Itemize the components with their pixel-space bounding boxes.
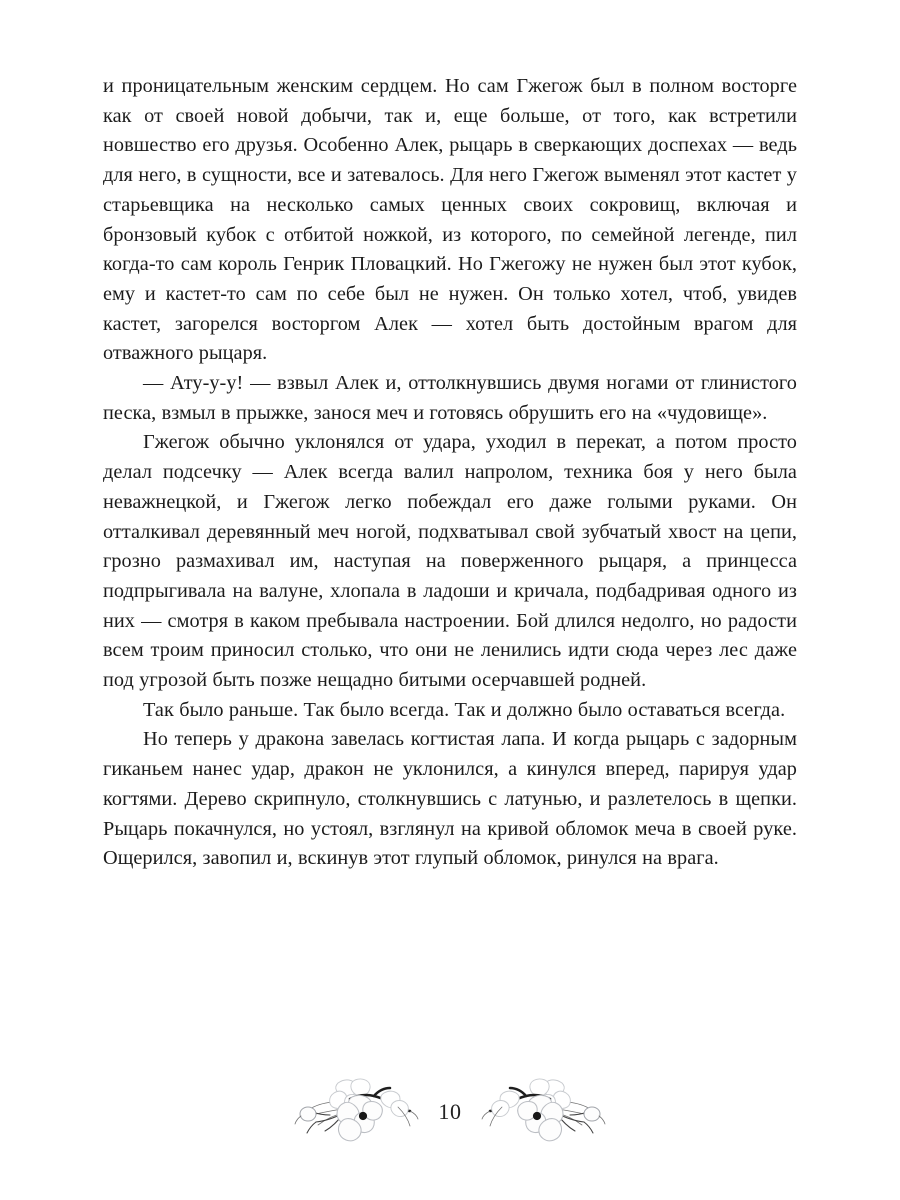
paragraph: Так было раньше. Так было всегда. Так и должно было оставаться всегда. [143, 698, 786, 721]
page-number: 10 [438, 1099, 462, 1124]
paragraph: Но теперь у дракона завелась когтистая лапа. И когда рыцарь с задорным гиканьем нанес удар, дракон не уклонился, а кинулся вперед, парируя удар когтями. Дерево скрипнуло, столкнувшись с латунью, и разлетелось в щепки. Рыцарь покачнулся, но устоял, взглянул на кривой обломок меча в своей руке. Ощерился, завопил и, вскинув этот глупый обломок, ринулся на врага. [103, 728, 797, 870]
blossom-bud [295, 1107, 316, 1124]
page-text-block [103, 72, 797, 874]
paragraph: и проницательным женским сердцем. Но сам Гжегож был в полном восторге как от своей новой добычи, так и, еще больше, от того, как встретили новшество его друзья. Особенно Алек, рыцарь в сверкающих доспехах — ведь для него, в сущности, все и затевалось. Для него Гжегож выменял этот кастет у старьевщика на несколько самых ценных своих сокровищ, включая и бронзовый кубок с отбитой ножкой, из которого, по семейной легенде, пил когда-то сам король Генрик Пловацкий. Но Гжегожу не нужен был этот кубок, ему и кастет-то сам по себе был не нужен. Он только хотел, чтоб, увидев кастет, загорелся восторгом Алек — хотел быть достойным врагом для отважного рыцаря. [103, 75, 797, 365]
blossom-bud [584, 1107, 605, 1124]
blossom-secondary [491, 1091, 519, 1116]
page-footer [0, 1064, 900, 1156]
cherry-blossom-ornament-left [292, 1069, 420, 1151]
paragraph: — Ату-у-у! — взвыл Алек и, оттолкнувшись двумя ногами от глинистого песка, взмыл в прыжке, занося меч и готовясь обрушить его на «чудовище». [103, 372, 797, 424]
blossom-secondary [381, 1091, 409, 1116]
paragraph: Гжегож обычно уклонялся от удара, уходил в перекат, а потом просто делал подсечку — Алек всегда валил напролом, техника боя у него была неважнецкой, и Гжегож легко побеждал его даже голыми руками. Он отталкивал деревянный меч ногой, подхватывал свой зубчатый хвост на цепи, грозно размахивал им, наступая на поверженного рыцаря, а принцесса подпрыгивала на валуне, хлопала в ладоши и кричала, подбадривая одного из них — смотря в каком пребывала настроении. Бой длился недолго, но радости всем троим приносил столько, что они не ленились идти сюда через лес даже под угрозой быть позже нещадно битыми осерчавшей родней. [103, 431, 797, 692]
cherry-blossom-ornament-right [480, 1069, 608, 1151]
